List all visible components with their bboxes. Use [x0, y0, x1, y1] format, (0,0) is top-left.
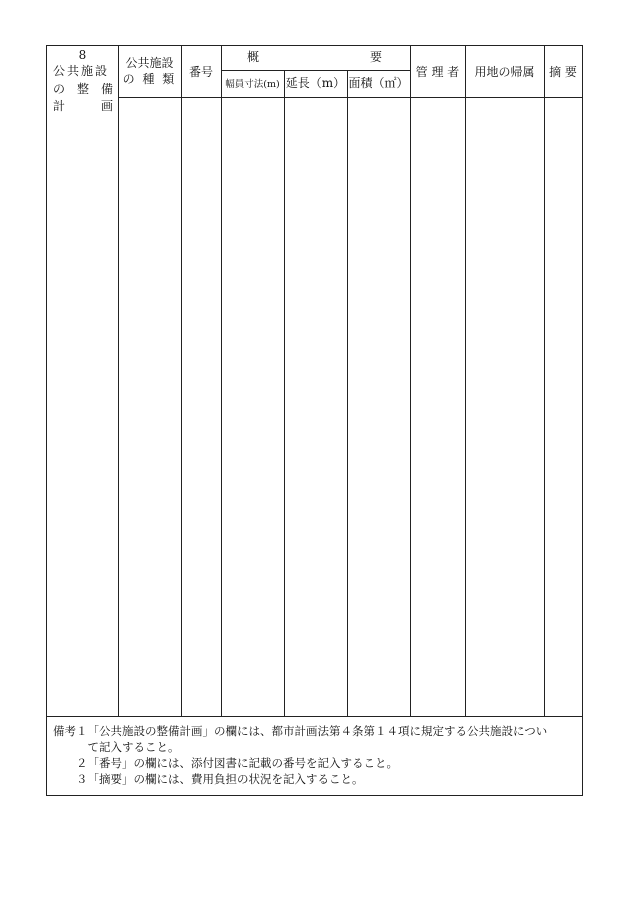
column-divider	[221, 46, 222, 716]
header-manager: 管 理 者	[415, 65, 460, 79]
section-title-line: 計 画	[53, 99, 114, 113]
header-number: 番号	[188, 65, 213, 79]
header-facility-type: 公共施設	[125, 56, 174, 70]
section-number: 8	[78, 48, 87, 62]
header-area: 面積（㎡）	[348, 76, 409, 90]
header-overview: 要	[370, 50, 383, 64]
header-bottom-line	[118, 97, 583, 98]
header-length: 延長（m）	[285, 76, 346, 90]
column-divider	[410, 46, 411, 716]
header-land-ownership: 用地の帰属	[474, 65, 535, 79]
header-width: 幅員寸法(m)	[225, 79, 280, 90]
note-line: ３「摘要」の欄には、費用負担の状況を記入すること。	[53, 772, 364, 786]
column-divider	[181, 46, 182, 716]
overview-subheader-line	[221, 70, 410, 71]
column-divider	[284, 70, 285, 716]
facility-plan-table	[46, 45, 583, 796]
note-line: 備考１「公共施設の整備計画」の欄には、都市計画法第４条第１４項に規定する公共施設につい	[53, 724, 548, 738]
column-divider	[465, 46, 466, 716]
section-title-line: 公共施設	[53, 64, 110, 78]
header-facility-type: の 種 類	[122, 72, 177, 86]
column-divider	[347, 70, 348, 716]
header-remarks: 摘 要	[549, 65, 577, 79]
column-divider	[118, 46, 119, 716]
section-title-line: の 整 備	[53, 82, 114, 96]
header-overview: 概	[247, 50, 260, 64]
column-divider	[544, 46, 545, 716]
notes	[53, 723, 577, 787]
note-line: ２「番号」の欄には、添付図書に記載の番号を記入すること。	[53, 756, 398, 770]
notes-divider-line	[47, 716, 582, 717]
note-line: て記入すること。	[53, 740, 180, 754]
